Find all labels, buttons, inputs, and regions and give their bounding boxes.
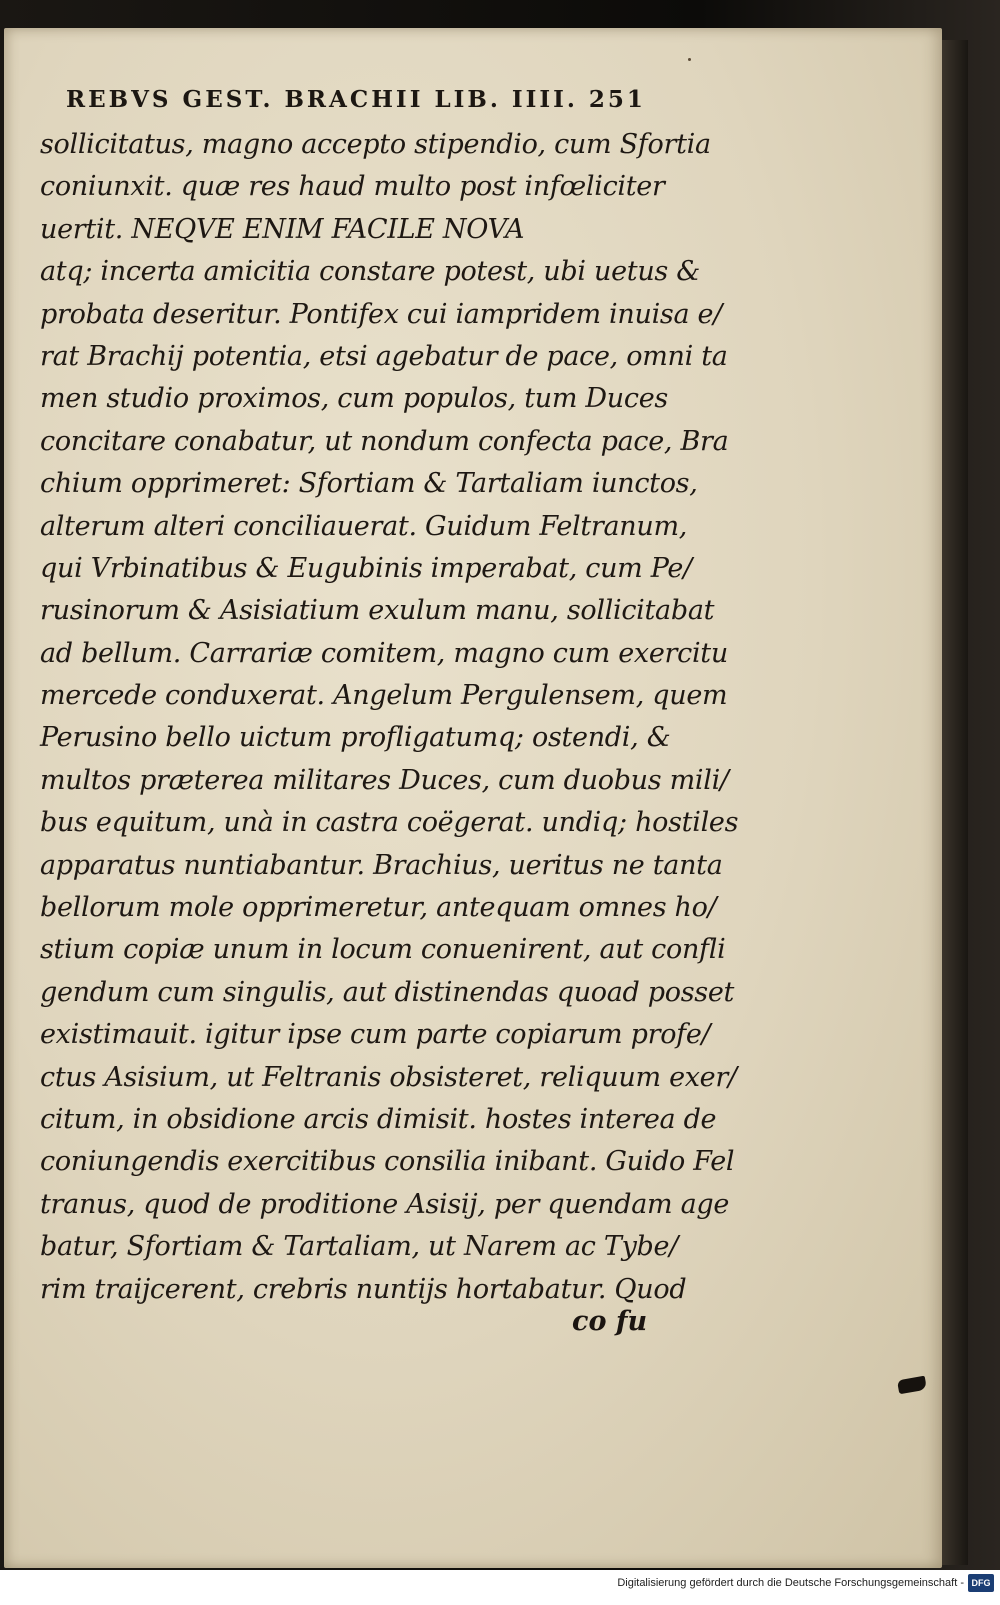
body-text <box>40 124 739 1311</box>
text-line: stium copiæ unum in locum conuenirent, aut confli <box>40 934 726 966</box>
text-line: qui Vrbinatibus & Eugubinis imperabat, cum Pe/ <box>40 552 692 584</box>
text-line: sollicitatus, magno accepto stipendio, cum Sfortia <box>40 129 711 160</box>
text-line: uertit. NEQVE ENIM FACILE NOVA <box>40 213 525 245</box>
text-line: apparatus nuntiabantur. Brachius, ueritus ne tanta <box>40 849 723 881</box>
text-line: atq; incerta amicitia constare potest, ubi uetus & <box>40 256 700 288</box>
text-line: coniunxit. quæ res haud multo post infœliciter <box>40 171 665 203</box>
text-line: existimauit. igitur ipse cum parte copiarum profe/ <box>40 1019 711 1051</box>
text-line: rat Brachij potentia, etsi agebatur de pace, omni ta <box>40 340 728 372</box>
text-line: rim traijcerent, crebris nuntijs hortabatur. Quod <box>40 1273 687 1305</box>
text-line: alterum alteri conciliauerat. Guidum Feltranum, <box>40 510 688 542</box>
text-line: bus equitum, unà in castra coëgerat. undiq; hostiles <box>40 807 739 839</box>
text-line: multos præterea militares Duces, cum duobus mili/ <box>40 764 729 796</box>
ink-speck <box>688 58 691 61</box>
text-line: Perusino bello uictum profligatumq; ostendi, & <box>40 722 671 754</box>
running-head: REBVS GEST. BRACHII LIB. IIII. 251 <box>66 86 646 113</box>
text-line: batur, Sfortiam & Tartaliam, ut Narem ac Tybe/ <box>40 1231 678 1263</box>
book-page-edge <box>942 40 968 1565</box>
text-line: tranus, quod de proditione Asisij, per quendam age <box>40 1188 730 1220</box>
digitization-credit: Digitalisierung gefördert durch die Deutsche Forschungsgemeinschaft - <box>617 1577 964 1589</box>
text-line: ctus Asisium, ut Feltranis obsisteret, reliquum exer/ <box>40 1061 737 1093</box>
catchword: co fu <box>572 1306 648 1337</box>
text-line: rusinorum & Asisiatium exulum manu, sollicitabat <box>40 595 715 627</box>
text-line: chium opprimeret: Sfortiam & Tartaliam iunctos, <box>40 468 698 500</box>
text-line: bellorum mole opprimeretur, antequam omnes ho/ <box>40 892 717 924</box>
text-line: men studio proximos, cum populos, tum Duces <box>40 383 668 415</box>
text-line: citum, in obsidione arcis dimisit. hostes interea de <box>40 1103 717 1135</box>
text-line: gendum cum singulis, aut distinendas quoad posset <box>40 976 735 1008</box>
text-line: mercede conduxerat. Angelum Pergulensem, quem <box>40 680 728 712</box>
text-line: probata deseritur. Pontifex cui iampridem inuisa e/ <box>40 298 723 330</box>
text-line: coniungendis exercitibus consilia inibant. Guido Fel <box>40 1146 735 1178</box>
text-line: concitare conabatur, ut nondum confecta pace, Bra <box>40 425 729 457</box>
text-line: ad bellum. Carrariæ comitem, magno cum exercitu <box>40 637 728 669</box>
dfg-logo-icon: DFG <box>968 1574 994 1592</box>
